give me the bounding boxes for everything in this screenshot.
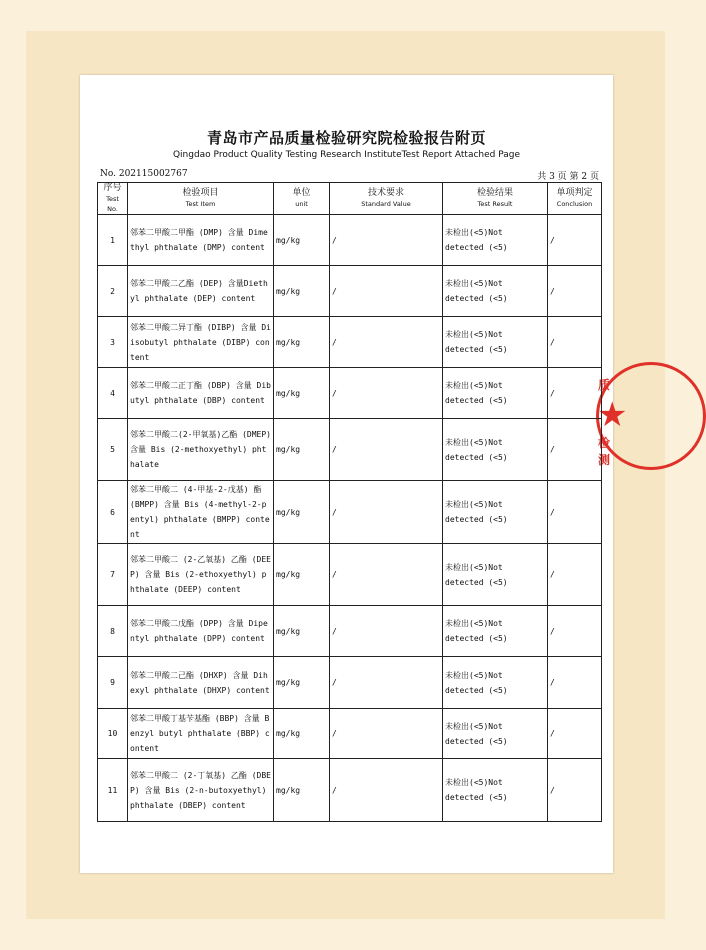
cell-no: 4	[98, 368, 128, 419]
cell-result: 未检出(<5)Not detected (<5)	[443, 657, 548, 709]
cell-unit: mg/kg	[274, 709, 330, 759]
test-results-table	[97, 182, 602, 822]
cell-item: 邻苯二甲酸二异丁酯 (DIBP) 含量 Diisobutyl phthalate (DIBP) content	[128, 317, 274, 368]
cell-unit: mg/kg	[274, 215, 330, 266]
cell-result: 未检出(<5)Not detected (<5)	[443, 606, 548, 657]
cell-item: 邻苯二甲酸二 (2-丁氧基) 乙酯 (DBEP) 含量 Bis (2-n-butoxyethyl) phthalate (DBEP) content	[128, 759, 274, 822]
cell-result: 未检出(<5)Not detected (<5)	[443, 419, 548, 481]
cell-result: 未检出(<5)Not detected (<5)	[443, 709, 548, 759]
cell-result: 未检出(<5)Not detected (<5)	[443, 317, 548, 368]
page-indicator: 共 3 页 第 2 页	[537, 172, 599, 182]
cell-conclusion: /	[548, 544, 602, 606]
cell-item: 邻苯二甲酸二乙酯 (DEP) 含量Diethyl phthalate (DEP) content	[128, 266, 274, 317]
cell-no: 6	[98, 481, 128, 544]
cell-unit: mg/kg	[274, 657, 330, 709]
cell-item: 邻苯二甲酸二(2-甲氧基)乙酯 (DMEP)含量 Bis (2-methoxyethyl) phthalate	[128, 419, 274, 481]
cell-unit: mg/kg	[274, 317, 330, 368]
cell-conclusion: /	[548, 419, 602, 481]
cell-no: 7	[98, 544, 128, 606]
cell-conclusion: /	[548, 368, 602, 419]
cell-unit: mg/kg	[274, 481, 330, 544]
cell-unit: mg/kg	[274, 419, 330, 481]
cell-standard: /	[330, 606, 443, 657]
table-row	[98, 368, 602, 419]
seal-text-bottom: 检测	[598, 436, 611, 467]
cell-unit: mg/kg	[274, 368, 330, 419]
cell-conclusion: /	[548, 709, 602, 759]
table-row	[98, 709, 602, 759]
col-header-item: 检验项目 Test Item	[128, 183, 274, 215]
report-title-en: Qingdao Product Quality Testing Research InstituteTest Report Attached Page	[172, 150, 521, 160]
table-row	[98, 266, 602, 317]
cell-standard: /	[330, 317, 443, 368]
report-title-cn: 青岛市产品质量检验研究院检验报告附页	[206, 129, 486, 147]
table-header-row	[98, 183, 602, 215]
cell-unit: mg/kg	[274, 544, 330, 606]
cell-item: 邻苯二甲酸二甲酯 (DMP) 含量 Dimethyl phthalate (DMP) content	[128, 215, 274, 266]
cell-conclusion: /	[548, 266, 602, 317]
seal-text-top: 质	[598, 378, 611, 392]
seal-star-icon: ★	[597, 395, 628, 435]
table-row	[98, 544, 602, 606]
table-row	[98, 215, 602, 266]
cell-result: 未检出(<5)Not detected (<5)	[443, 481, 548, 544]
cell-unit: mg/kg	[274, 759, 330, 822]
cell-conclusion: /	[548, 759, 602, 822]
cell-result: 未检出(<5)Not detected (<5)	[443, 759, 548, 822]
cell-standard: /	[330, 657, 443, 709]
cell-standard: /	[330, 419, 443, 481]
table-row	[98, 419, 602, 481]
col-header-result: 检验结果 Test Result	[443, 183, 548, 215]
cell-no: 5	[98, 419, 128, 481]
cell-conclusion: /	[548, 481, 602, 544]
report-number: No. 202115002767	[100, 169, 188, 179]
cell-no: 3	[98, 317, 128, 368]
cell-standard: /	[330, 215, 443, 266]
cell-item: 邻苯二甲酸二 (4-甲基-2-戊基) 酯 (BMPP) 含量 Bis (4-methyl-2-pentyl) phthalate (BMPP) content	[128, 481, 274, 544]
table-row	[98, 759, 602, 822]
cell-unit: mg/kg	[274, 266, 330, 317]
cell-conclusion: /	[548, 215, 602, 266]
cell-item: 邻苯二甲酸二正丁酯 (DBP) 含量 Dibutyl phthalate (DBP) content	[128, 368, 274, 419]
col-header-no: 序号 Test No.	[98, 183, 128, 215]
cell-conclusion: /	[548, 606, 602, 657]
table-row	[98, 606, 602, 657]
table-row	[98, 317, 602, 368]
cell-result: 未检出(<5)Not detected (<5)	[443, 544, 548, 606]
cell-result: 未检出(<5)Not detected (<5)	[443, 215, 548, 266]
cell-standard: /	[330, 544, 443, 606]
cell-no: 9	[98, 657, 128, 709]
col-header-conclusion: 单项判定 Conclusion	[548, 183, 602, 215]
cell-item: 邻苯二甲酸二戊酯 (DPP) 含量 Dipentyl phthalate (DPP) content	[128, 606, 274, 657]
cell-no: 8	[98, 606, 128, 657]
cell-standard: /	[330, 266, 443, 317]
cell-conclusion: /	[548, 317, 602, 368]
cell-no: 10	[98, 709, 128, 759]
col-header-standard: 技术要求 Standard Value	[330, 183, 443, 215]
cell-standard: /	[330, 709, 443, 759]
cell-item: 邻苯二甲酸二 (2-乙氧基) 乙酯 (DEEP) 含量 Bis (2-ethoxyethyl) phthalate (DEEP) content	[128, 544, 274, 606]
col-header-unit: 单位 unit	[274, 183, 330, 215]
table-row	[98, 481, 602, 544]
cell-conclusion: /	[548, 657, 602, 709]
cell-unit: mg/kg	[274, 606, 330, 657]
cell-item: 邻苯二甲酸二己酯 (DHXP) 含量 Dihexyl phthalate (DHXP) content	[128, 657, 274, 709]
cell-standard: /	[330, 481, 443, 544]
cell-no: 2	[98, 266, 128, 317]
cell-result: 未检出(<5)Not detected (<5)	[443, 266, 548, 317]
cell-no: 11	[98, 759, 128, 822]
cell-standard: /	[330, 759, 443, 822]
cell-result: 未检出(<5)Not detected (<5)	[443, 368, 548, 419]
cell-standard: /	[330, 368, 443, 419]
cell-item: 邻苯二甲酸丁基苄基酯 (BBP) 含量 Benzyl butyl phthalate (BBP) content	[128, 709, 274, 759]
table-row	[98, 657, 602, 709]
cell-no: 1	[98, 215, 128, 266]
